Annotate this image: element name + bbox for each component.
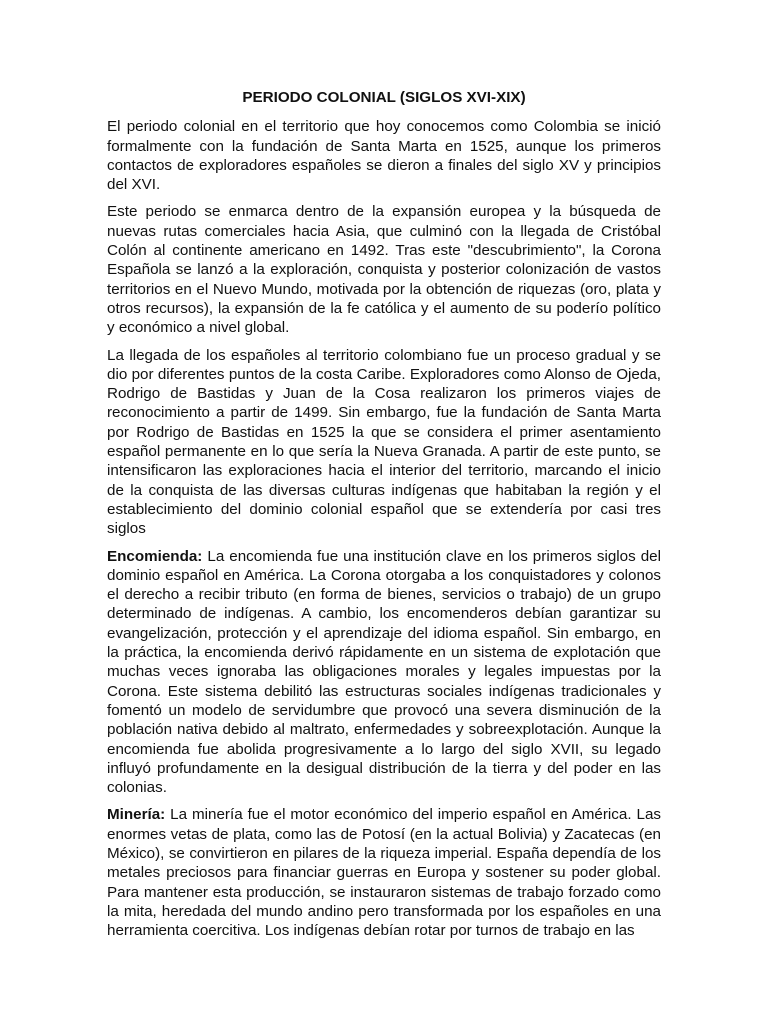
section-text-mineria: La minería fue el motor económico del imperio español en América. Las enormes vetas de plata, como las de Potosí (en la actual Bolivia) y Zacatecas (en México), se convirtieron en pilares de la riqueza imperial. España dependía de los metales preciosos para financiar guerras en Europa y sostener su poder global. Para mantener esta producción, se instauraron sistemas de trabajo forzado como la mita, heredada del mundo andino pero transformada por los españoles en una herramienta coercitiva. Los indígenas debían rotar por turnos de trabajo en las [107,806,661,940]
section-encomienda [107,547,661,798]
section-term-mineria: Minería: [107,806,166,824]
paragraph-context: Este periodo se enmarca dentro de la expansión europea y la búsqueda de nuevas rutas comerciales hacia Asia, que culminó con la llegada de Cristóbal Colón al continente americano en 1492. Tras este "descubrimiento", la Corona Española se lanzó a la exploración, conquista y posterior colonización de vastos territorios en el Nuevo Mundo, motivada por la obtención de riquezas (oro, plata y otros recursos), la expansión de la fe católica y el aumento de su poderío político y económico a nivel global. [107,203,661,337]
paragraph-arrival: La llegada de los españoles al territorio colombiano fue un proceso gradual y se dio por diferentes puntos de la costa Caribe. Exploradores como Alonso de Ojeda, Rodrigo de Bastidas y Juan de la Cosa realizaron los primeros viajes de reconocimiento a partir de 1499. Sin embargo, fue la fundación de Santa Marta por Rodrigo de Bastidas en 1525 la que se considera el primer asentamiento español permanente en lo que sería la Nueva Granada. A partir de este punto, se intensificaron las exploraciones hacia el interior del territorio, marcando el inicio de la conquista de las diversas culturas indígenas que habitaban la región y el establecimiento del dominio colonial español que se extendería por casi tres siglos [107,346,661,538]
section-term-encomienda: Encomienda: [107,547,203,565]
document-page [107,88,661,948]
section-text-encomienda: La encomienda fue una institución clave en los primeros siglos del dominio español en América. La Corona otorgaba a los conquistadores y colonos el derecho a recibir tributo (en forma de bienes, servicios o trabajo) de un grupo determinado de indígenas. A cambio, los encomenderos debían garantizar su evangelización, protección y el aprendizaje del idioma español. Sin embargo, en la práctica, la encomienda derivó rápidamente en un sistema de explotación que muchas veces ignoraba las obligaciones morales y legales impuestas por la Corona. Este sistema debilitó las estructuras sociales indígenas tradicionales y fomentó un modelo de servidumbre que provocó una severa disminución de la población nativa debido al maltrato, enfermedades y sobreexplotación. Aunque la encomienda fue abolida progresivamente a lo largo del siglo XVII, su legado influyó profundamente en la desigual distribución de la tierra y del poder en las colonias. [107,547,661,797]
paragraph-intro: El periodo colonial en el territorio que hoy conocemos como Colombia se inició formalmente con la fundación de Santa Marta en 1525, aunque los primeros contactos de exploradores españoles se dieron a finales del siglo XV y principios del XVI. [107,118,661,194]
section-mineria [107,805,661,940]
page-title: PERIODO COLONIAL (SIGLOS XVI-XIX) [242,89,526,106]
